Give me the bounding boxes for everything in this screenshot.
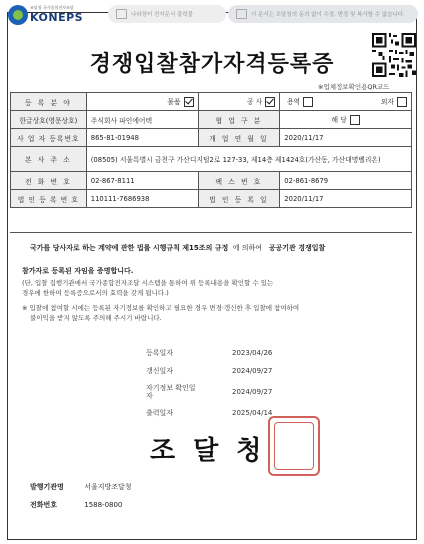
construction-checkbox	[265, 97, 275, 107]
coop-value: 해 당	[331, 116, 347, 124]
list-item	[146, 380, 302, 404]
document-icon	[116, 9, 127, 19]
official-seal-stamp	[268, 416, 320, 476]
date-label: 등록일자	[146, 349, 174, 357]
table-row	[11, 190, 412, 208]
construction-label: 공 사	[247, 98, 263, 106]
foreign-checkbox	[397, 97, 407, 107]
table-row	[11, 129, 412, 147]
foreign-label: 외자	[380, 98, 394, 106]
tel-row	[30, 500, 122, 510]
corpdate-label: 법 인 등 록 일	[198, 190, 280, 208]
note-2-line-a: ※ 입찰에 참여할 시에는 등록된 자기정보를 확인하고 필요한 경우 변경·갱신한 후 입찰에 참여하여	[22, 304, 300, 312]
monitor-icon	[236, 9, 247, 19]
qr-note: ※업체정보확인용QR코드	[318, 83, 390, 91]
table-row	[11, 93, 412, 111]
tel-value: 1588-0800	[84, 501, 123, 509]
phone-value: 02-867-8111	[86, 172, 198, 190]
logo-subtitle: 조달청 국가종합전자조달	[30, 5, 74, 10]
tel-label: 전화번호	[30, 501, 58, 509]
date-value: 2025/04/14	[232, 409, 273, 417]
bizno-value: 865-81-01948	[86, 129, 198, 147]
statement-by: 에 의하여	[232, 244, 263, 252]
statement-target: 공공기관 경쟁입찰	[268, 244, 326, 252]
issuer-name-large: 조달청	[150, 436, 280, 466]
statement-line	[30, 243, 325, 253]
fax-value: 02-861-8679	[280, 172, 412, 190]
koneps-logo-mark	[8, 5, 28, 25]
certification-text: 참가자로 등록된 자임을 증명합니다.	[22, 267, 134, 275]
address-label: 본 사 주 소	[11, 147, 87, 172]
list-item	[146, 344, 302, 362]
goods-checkbox	[184, 97, 194, 107]
list-item	[146, 362, 302, 380]
divider	[10, 232, 412, 233]
service-label: 용역	[286, 98, 301, 106]
issuer-row	[30, 482, 132, 492]
company-label: 한글상호(영문상호)	[11, 111, 87, 129]
note-2	[22, 303, 299, 323]
phone-label: 전 화 번 호	[11, 172, 87, 190]
date-list	[146, 344, 302, 422]
top-bar	[0, 0, 424, 30]
address-value: (08505) 서울특별시 금천구 가산디지털2로 127-33, 제14층 제1424호(가산동, 가산대명벨리온)	[86, 147, 411, 172]
statement-law: 국가를 당사자로 하는 계약에 관한 법률 시행규칙 제15조의 규정	[30, 244, 229, 252]
goods-label: 물품	[167, 98, 181, 106]
seal-inner-border	[274, 422, 314, 470]
date-label: 갱신일자	[146, 367, 174, 375]
date-label: 출력일자	[146, 409, 174, 417]
service-checkbox	[303, 97, 313, 107]
copy-warning-text: 이 문서는 조달청의 동의 없이 수정, 변경 및 복사할 수 없습니다.	[251, 12, 405, 18]
bizno-label: 사 업 자 등록번호	[11, 129, 87, 147]
table-row	[11, 172, 412, 190]
logo-name: KONEPS	[30, 11, 84, 24]
opendate-value: 2020/11/17	[280, 129, 412, 147]
copy-warning-pill	[228, 5, 418, 23]
note-1-line-b: 경우에 한하여 등록증으로서의 효력을 갖게 됩니다.)	[22, 289, 169, 297]
date-label: 자기정보 확인일자	[146, 384, 196, 400]
company-value: 주식회사 파인에어텍	[86, 111, 198, 129]
koneps-logo	[8, 4, 84, 26]
coop-checkbox	[350, 115, 360, 125]
opendate-label: 개 업 연 월 일	[198, 129, 280, 147]
print-notice-text: 나라장터 전자문서 출력물	[131, 12, 193, 18]
page-title: 경쟁입찰참가자격등록증	[89, 52, 335, 77]
issuer-value: 서울지방조달청	[84, 483, 132, 491]
fax-label: 팩 스 번 호	[198, 172, 280, 190]
coop-label: 협 업 구 분	[198, 111, 280, 129]
corpno-value: 110111-7686938	[86, 190, 198, 208]
note-1	[22, 278, 273, 298]
category-label: 등 록 분 야	[11, 93, 87, 111]
corpno-label: 법 인 등 록 번 호	[11, 190, 87, 208]
table-row	[11, 111, 412, 129]
date-value: 2024/09/27	[232, 367, 273, 375]
note-2-line-b: 불이익을 받지 않도록 주의해 주시기 바랍니다.	[30, 314, 162, 322]
date-value: 2024/09/27	[232, 388, 273, 396]
note-1-line-a: (단, 입찰 집행기관에서 국가종합전자조달 시스템을 통하여 위 등록내용을 확인할 수 있는	[22, 279, 274, 287]
table-row	[11, 147, 412, 172]
print-notice-pill	[108, 5, 226, 23]
registration-table	[10, 92, 412, 208]
issuer-label: 발행기관명	[30, 483, 64, 491]
corpdate-value: 2020/11/17	[280, 190, 412, 208]
date-value: 2023/04/26	[232, 349, 273, 357]
